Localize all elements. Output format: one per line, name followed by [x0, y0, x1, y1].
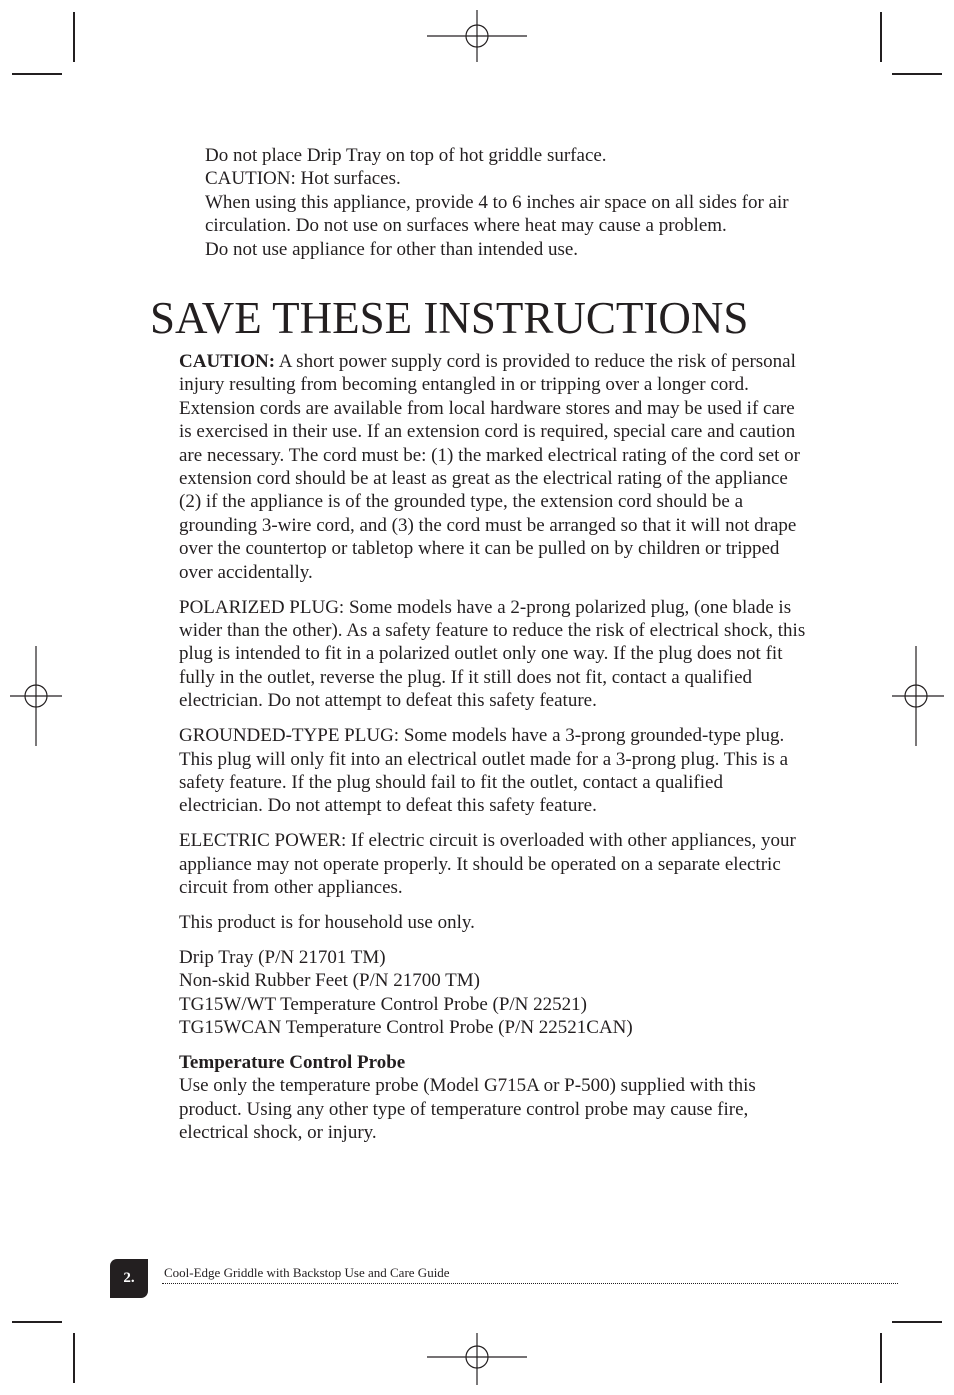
footer-title: Cool-Edge Griddle with Backstop Use and Care Guide: [164, 1265, 450, 1280]
caution-label: CAUTION:: [179, 351, 276, 372]
page-number-badge: 2.: [110, 1259, 148, 1298]
part-item: TG15WCAN Temperature Control Probe (P/N 22521CAN): [179, 1017, 633, 1039]
crop-mark-top-left-horizontal: [12, 73, 62, 75]
polarized-plug-paragraph: POLARIZED PLUG: Some models have a 2-prong polarized plug, (one blade is wider than the other). As a safety feature to reduce the risk of electrical shock, this plug is intended to fit in a polarized outlet only one way. If the plug does not fit fully in the outlet, reverse the plug. If it still does not fit, contact a qualified electrician. Do not attempt to defeat this safety feature.: [179, 596, 806, 712]
crop-mark-top-right-vertical: [880, 12, 882, 62]
probe-section: [179, 1051, 809, 1145]
probe-text: Use only the temperature probe (Model G715A or P-500) supplied with this product. Using any other type of temperature control probe may cause fire, electrical shock, or injury.: [179, 1075, 756, 1144]
crop-mark-top-left-vertical: [73, 12, 75, 62]
crop-mark-top-right-horizontal: [892, 73, 942, 75]
crop-mark-bottom-left-vertical: [73, 1333, 75, 1383]
parts-list: [179, 946, 809, 1040]
safety-item: CAUTION: Hot surfaces.: [205, 168, 401, 190]
electric-power-paragraph: ELECTRIC POWER: If electric circuit is overloaded with other appliances, your appliance may not operate properly. It should be operated on a separate electric circuit from other appliances.: [179, 830, 796, 899]
caution-text: A short power supply cord is provided to reduce the risk of personal injury resulting from becoming entangled in or tripping over a longer cord. Extension cords are available from local hardware stores and may be used if care is exercised in their use. If an extension cord is required, special care and caution are necessary. The cord must be: (1) the marked electrical rating of the cord set or extension cord should be at least as great as the electrical rating of the appliance (2) if the appliance is of the grounded type, the extension cord should be a grounding 3-wire cord, and (3) the cord must be arranged so that it will not drape over the countertop or tabletop where it can be pulled on by children or tripped over accidentally.: [179, 351, 800, 583]
household-paragraph: This product is for household use only.: [179, 911, 475, 933]
registration-mark-bottom: [427, 1333, 527, 1385]
registration-mark-left: [10, 646, 62, 746]
part-item: Drip Tray (P/N 21701 TM): [179, 946, 386, 968]
part-item: TG15W/WT Temperature Control Probe (P/N 22521): [179, 993, 587, 1015]
instructions-body: [179, 350, 809, 1156]
safety-item: Do not use appliance for other than intended use.: [205, 238, 579, 260]
registration-mark-top: [427, 10, 527, 62]
part-item: Non-skid Rubber Feet (P/N 21700 TM): [179, 970, 480, 992]
grounded-plug-paragraph: GROUNDED-TYPE PLUG: Some models have a 3-prong grounded-type plug. This plug will only fit into an electrical outlet made for a 3-prong plug. This is a safety feature. If the plug should fail to fit the outlet, contact a qualified electrician. Do not attempt to defeat this safety feature.: [179, 725, 789, 817]
safety-item: Do not place Drip Tray on top of hot griddle surface.: [205, 145, 607, 166]
page-heading: SAVE THESE INSTRUCTIONS: [150, 293, 749, 343]
crop-mark-bottom-right-horizontal: [892, 1321, 942, 1323]
footer-dotted-rule: [162, 1283, 898, 1284]
registration-mark-right: [892, 646, 944, 746]
crop-mark-bottom-left-horizontal: [12, 1321, 62, 1323]
caution-paragraph: [179, 350, 809, 584]
safety-list: [205, 144, 805, 261]
probe-title: Temperature Control Probe: [179, 1051, 406, 1073]
crop-mark-bottom-right-vertical: [880, 1333, 882, 1383]
safety-item: When using this appliance, provide 4 to 6 inches air space on all sides for air circulation. Do not use on surfaces where heat may cause a problem.: [205, 191, 789, 237]
